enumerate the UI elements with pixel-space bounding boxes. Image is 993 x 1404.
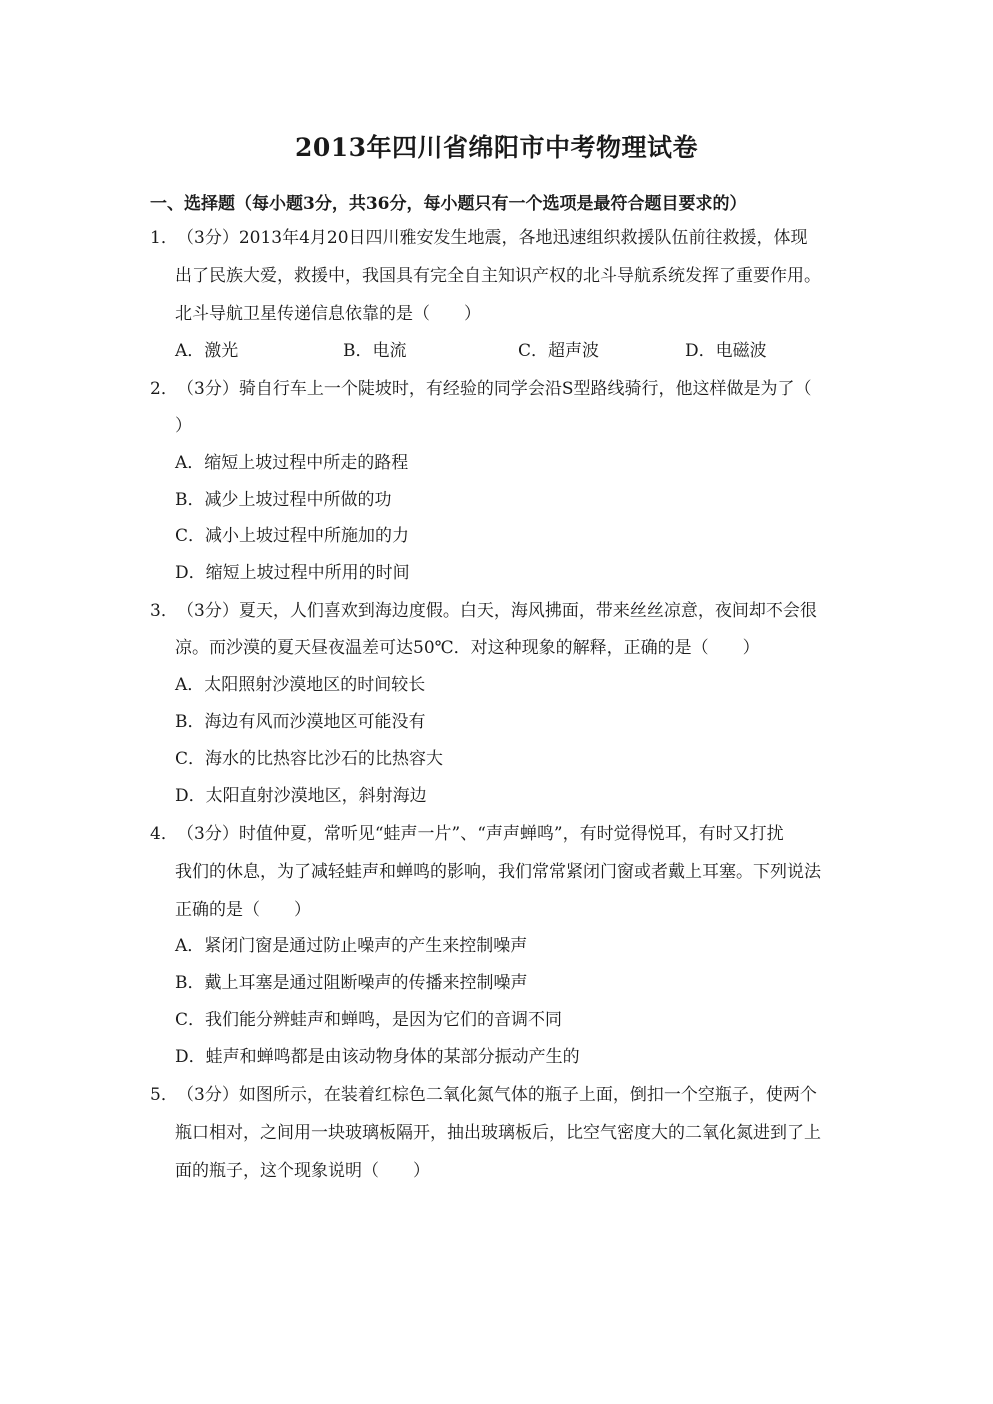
option-c: C．我们能分辨蛙声和蝉鸣，是因为它们的音调不同 bbox=[175, 1010, 563, 1030]
question-text-line: 正确的是（ ） bbox=[175, 900, 311, 920]
option-b: B．戴上耳塞是通过阻断噪声的传播来控制噪声 bbox=[175, 973, 528, 993]
question-number: 2． bbox=[150, 379, 178, 399]
question-text-line: （3分）如图所示，在装着红棕色二氧化氮气体的瓶子上面，倒扣一个空瓶子，使两个 bbox=[177, 1085, 817, 1105]
question-text-line: 出了民族大爱，救援中，我国具有完全自主知识产权的北斗导航系统发挥了重要作用。 bbox=[175, 266, 821, 286]
option-d: D．太阳直射沙漠地区，斜射海边 bbox=[175, 786, 427, 806]
option-c: C．海水的比热容比沙石的比热容大 bbox=[175, 749, 444, 769]
option-c: C．减小上坡过程中所施加的力 bbox=[175, 526, 410, 546]
option-d: D．缩短上坡过程中所用的时间 bbox=[175, 563, 410, 583]
question-text-line: 瓶口相对，之间用一块玻璃板隔开，抽出玻璃板后，比空气密度大的二氧化氮进到了上 bbox=[175, 1123, 821, 1143]
question-text-line: 我们的休息，为了减轻蛙声和蝉鸣的影响，我们常常紧闭门窗或者戴上耳塞。下列说法 bbox=[175, 862, 821, 882]
question-number: 4． bbox=[150, 824, 178, 844]
question-text-line: 北斗导航卫星传递信息依靠的是（ ） bbox=[175, 304, 481, 324]
option-c: C．超声波 bbox=[518, 341, 600, 361]
question-number: 1． bbox=[150, 228, 178, 248]
option-a: A．紧闭门窗是通过防止噪声的产生来控制噪声 bbox=[175, 936, 528, 956]
option-b: B．电流 bbox=[343, 341, 407, 361]
option-b: B．海边有风而沙漠地区可能没有 bbox=[175, 712, 426, 732]
question-number: 5． bbox=[150, 1085, 178, 1105]
option-b: B．减少上坡过程中所做的功 bbox=[175, 490, 392, 510]
option-a: A．激光 bbox=[175, 341, 239, 361]
question-text-line: 凉。而沙漠的夏天昼夜温差可达50℃．对这种现象的解释，正确的是（ ） bbox=[175, 638, 760, 658]
question-number: 3． bbox=[150, 601, 178, 621]
question-text-line: （3分）2013年4月20日四川雅安发生地震，各地迅速组织救援队伍前往救援，体现 bbox=[177, 228, 808, 248]
question-text-line: （3分）时值仲夏，常听见“蛙声一片”、“声声蝉鸣”，有时觉得悦耳，有时又打扰 bbox=[177, 824, 784, 844]
option-d: D．电磁波 bbox=[685, 341, 767, 361]
question-text-line: （3分）骑自行车上一个陡坡时，有经验的同学会沿S型路线骑行，他这样做是为了（ bbox=[177, 379, 812, 399]
question-text-line: 面的瓶子，这个现象说明（ ） bbox=[175, 1161, 430, 1181]
question-text-line: （3分）夏天，人们喜欢到海边度假。白天，海风拂面，带来丝丝凉意，夜间却不会很 bbox=[177, 601, 817, 621]
page-title: 2013年四川省绵阳市中考物理试卷 bbox=[294, 133, 699, 162]
section-heading: 一、选择题（每小题3分，共36分，每小题只有一个选项是最符合题目要求的） bbox=[150, 194, 747, 214]
option-a: A．太阳照射沙漠地区的时间较长 bbox=[175, 675, 426, 695]
option-a: A．缩短上坡过程中所走的路程 bbox=[175, 453, 409, 473]
option-d: D．蛙声和蝉鸣都是由该动物身体的某部分振动产生的 bbox=[175, 1047, 580, 1067]
question-text-line: ） bbox=[175, 416, 192, 436]
